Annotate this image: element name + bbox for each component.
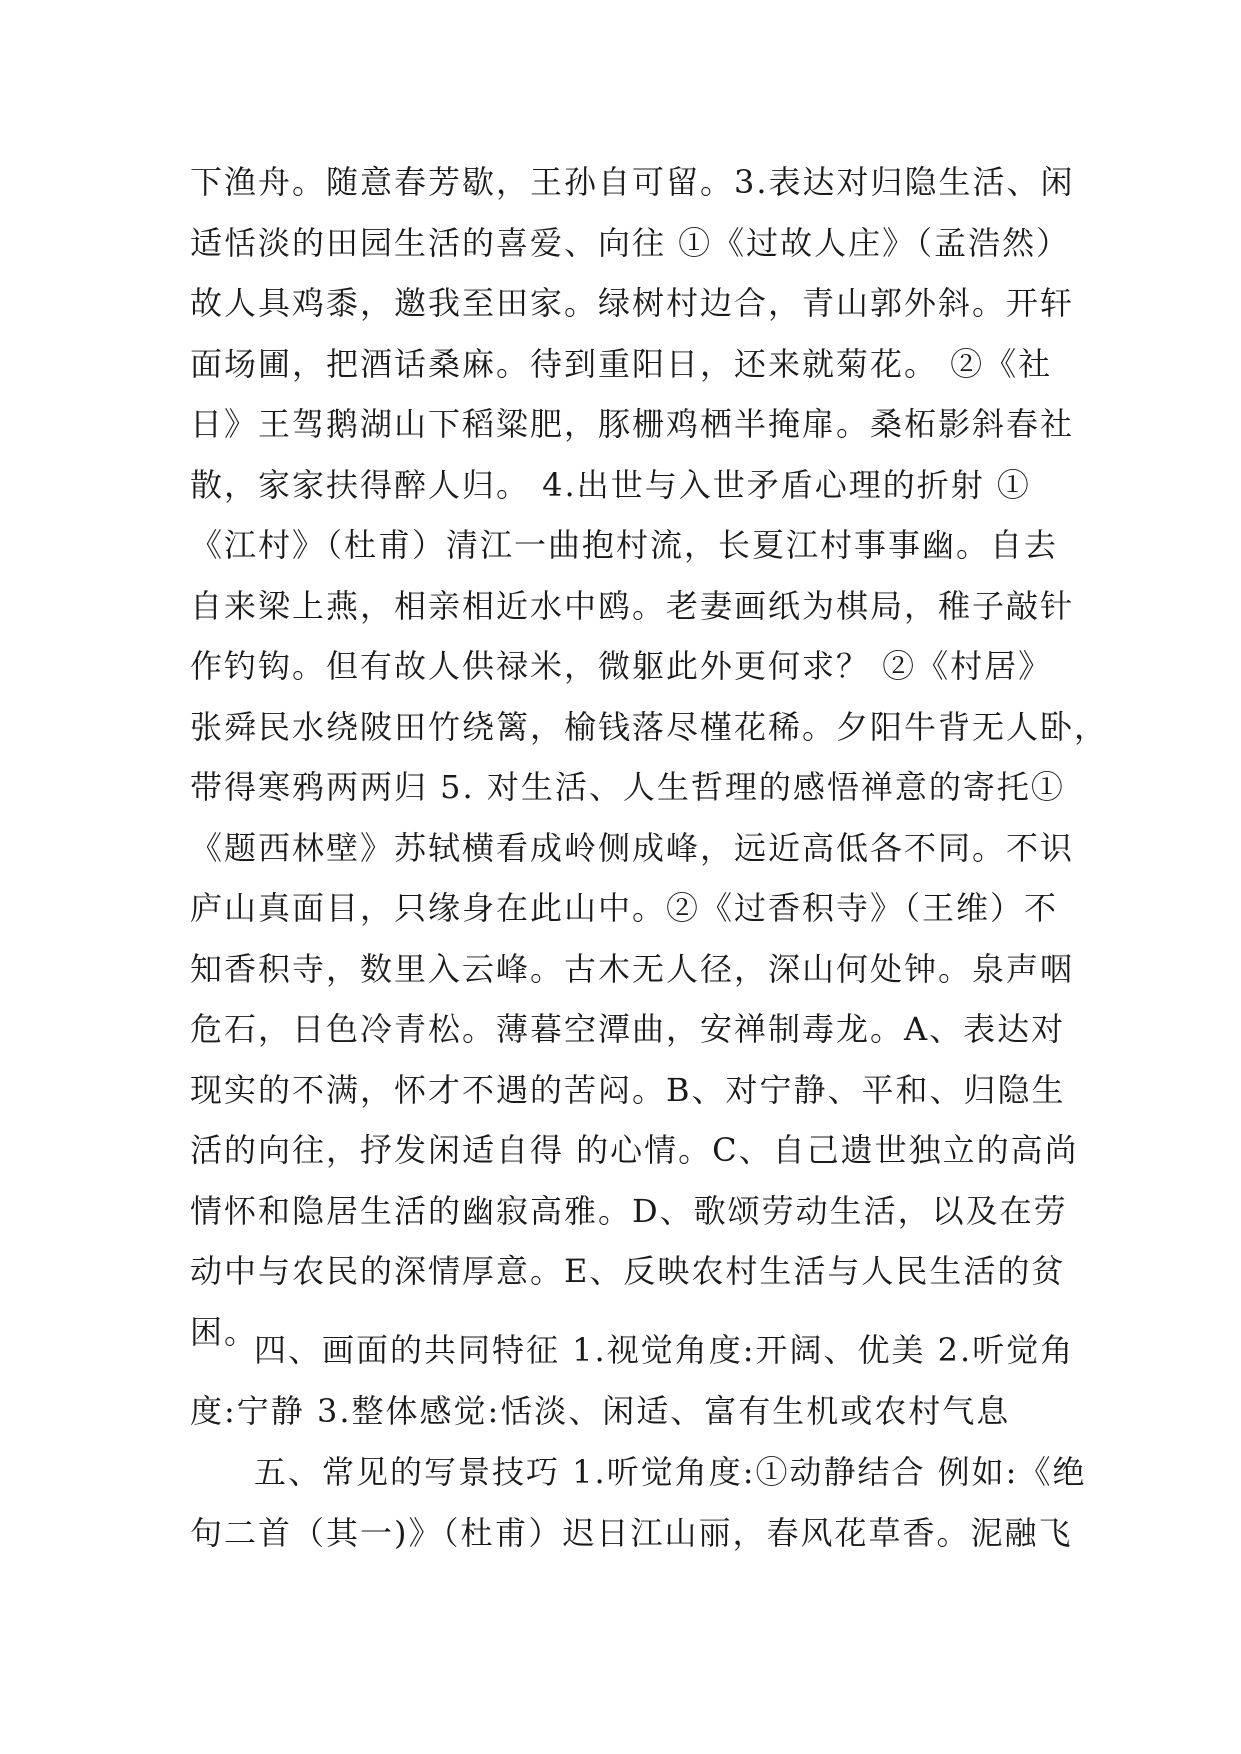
paragraph-scenery-techniques <box>190 1442 1087 1563</box>
text-line: 下渔舟。随意春芳歇，王孙自可留。3.表达对归隐生活、闲 <box>190 163 1075 201</box>
text-line: 活的向往，抒发闲适自得 的心情。C、自己遗世独立的高尚 <box>190 1131 1079 1169</box>
text-line: 知香积寺，数里入云峰。古木无人径，深山何处钟。泉声咽 <box>190 949 1075 988</box>
text-line: 张舜民水绕陂田竹绕篱，榆钱落尽槿花稀。夕阳牛背无人卧， <box>190 707 1109 746</box>
text-line: 故人具鸡黍，邀我至田家。绿树村边合，青山郭外斜。开轩 <box>190 284 1075 322</box>
text-line: 现实的不满，怀才不遇的苦闷。B、对宁静、平和、归隐生 <box>190 1070 1066 1109</box>
text-line: 危石，日色冷青松。薄暮空潭曲，安禅制毒龙。A、表达对 <box>190 1010 1066 1048</box>
text-line: 日》王驾鹅湖山下稻粱肥，豚栅鸡栖半掩扉。桑柘影斜春社 <box>190 405 1075 443</box>
text-line: 《江村》（杜甫）清江一曲抱村流，长夏江村事事幽。自去 <box>190 526 1059 564</box>
text-line: 散，家家扶得醉人归。 4.出世与入世矛盾心理的折射 ① <box>190 465 1031 504</box>
text-line: 困。 <box>190 1312 259 1351</box>
text-line: 四、画面的共同特征 1.视觉角度:开阔、优美 2.听觉角 <box>254 1331 1075 1369</box>
text-line: 庐山真面目，只缘身在此山中。②《过香积寺》（王维）不 <box>190 889 1059 927</box>
paragraph-poems <box>190 152 1109 1362</box>
text-line: 适恬淡的田园生活的喜爱、向往 ①《过故人庄》（孟浩然） <box>190 223 1071 262</box>
text-line: 带得寒鸦两两归 5. 对生活、人生哲理的感悟禅意的寄托① <box>190 768 1065 806</box>
text-line: 作钓钩。但有故人供禄米，微躯此外更何求？ ②《村居》 <box>190 647 1053 685</box>
text-line: 五、常见的写景技巧 1.听觉角度:①动静结合 例如:《绝 <box>254 1453 1087 1491</box>
text-line: 句二首（其一)》（杜甫）迟日江山丽，春风花草香。泥融飞 <box>190 1513 1073 1552</box>
text-line: 自来梁上燕，相亲相近水中鸥。老妻画纸为棋局，稚子敲针 <box>190 586 1075 625</box>
paragraph-common-features <box>190 1320 1075 1441</box>
text-line: 面场圃，把酒话桑麻。待到重阳日，还来就菊花。 ②《社 <box>190 344 1053 383</box>
text-line: 度:宁静 3.整体感觉:恬淡、闲适、富有生机或农村气息 <box>190 1391 1011 1430</box>
text-line: 情怀和隐居生活的幽寂高雅。D、歌颂劳动生活，以及在劳 <box>190 1191 1068 1230</box>
text-line: 《题西林壁》苏轼横看成岭侧成峰，远近高低各不同。不识 <box>190 828 1075 867</box>
text-line: 动中与农民的深情厚意。E、反映农村生活与人民生活的贫 <box>190 1252 1066 1290</box>
